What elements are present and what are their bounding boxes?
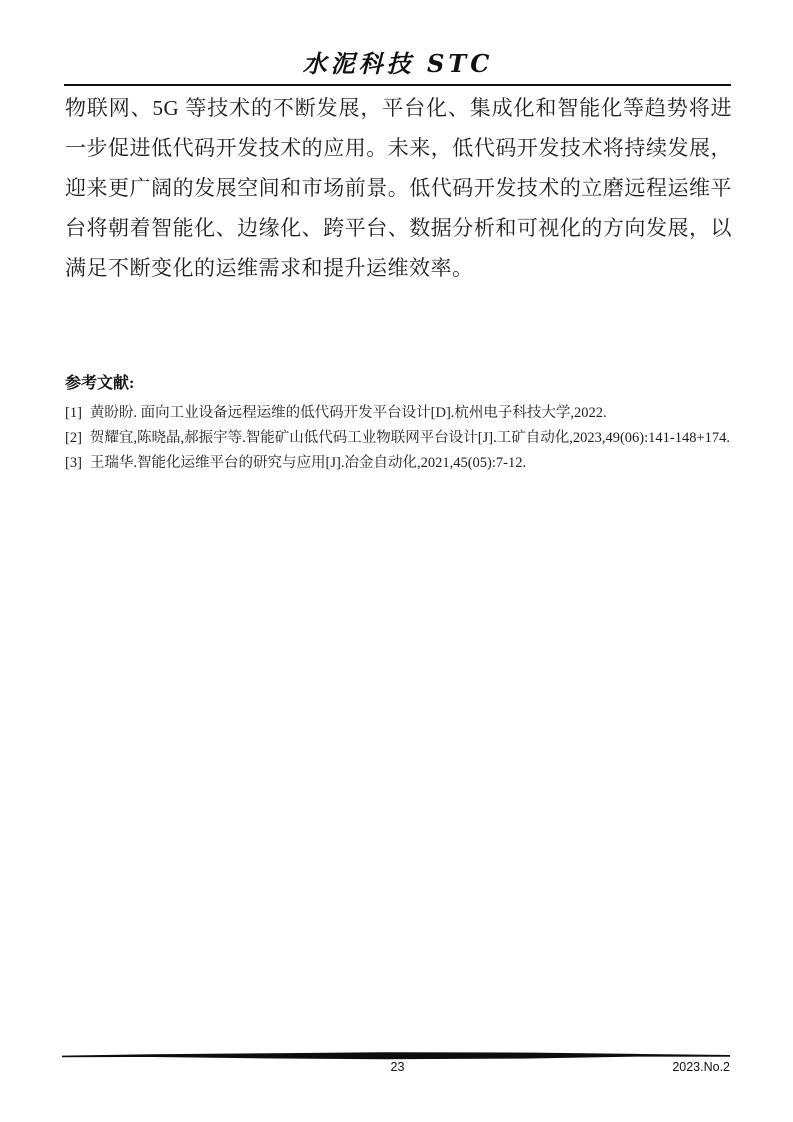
reference-item <box>65 426 732 451</box>
reference-item <box>65 451 732 476</box>
reference-text: 王瑞华.智能化运维平台的研究与应用[J].冶金自动化,2021,45(05):7-12. <box>89 455 527 471</box>
footer-page-number: 23 <box>390 1060 405 1074</box>
reference-label: [1] <box>65 405 82 421</box>
footer-issue-label: 2023.No.2 <box>672 1060 730 1074</box>
reference-item <box>65 401 732 426</box>
references-section <box>65 370 732 476</box>
header-divider <box>64 84 731 86</box>
page-header <box>65 44 731 79</box>
reference-text: 贺耀宜,陈晓晶,郝振宇等.智能矿山低代码工业物联网平台设计[J].工矿自动化,2023,49(06):141-148+174. <box>89 430 731 446</box>
journal-title: 水泥科技 STC <box>302 49 494 78</box>
reference-label: [3] <box>65 455 82 471</box>
reference-text: 黄盼盼. 面向工业设备远程运维的低代码开发平台设计[D].杭州电子科技大学,2022. <box>89 405 607 421</box>
references-heading: 参考文献: <box>65 375 135 392</box>
reference-label: [2] <box>65 430 82 446</box>
page-footer <box>65 1060 730 1078</box>
body-paragraph: 物联网、5G 等技术的不断发展，平台化、集成化和智能化等趋势将进一步促进低代码开发技术的应用。未来，低代码开发技术将持续发展，迎来更广阔的发展空间和市场前景。低代码开发技术的立磨远程运维平台将朝着智能化、边缘化、跨平台、数据分析和可视化的方向发展，以满足不断变化的运维需求和提升运维效率。 <box>65 96 732 280</box>
